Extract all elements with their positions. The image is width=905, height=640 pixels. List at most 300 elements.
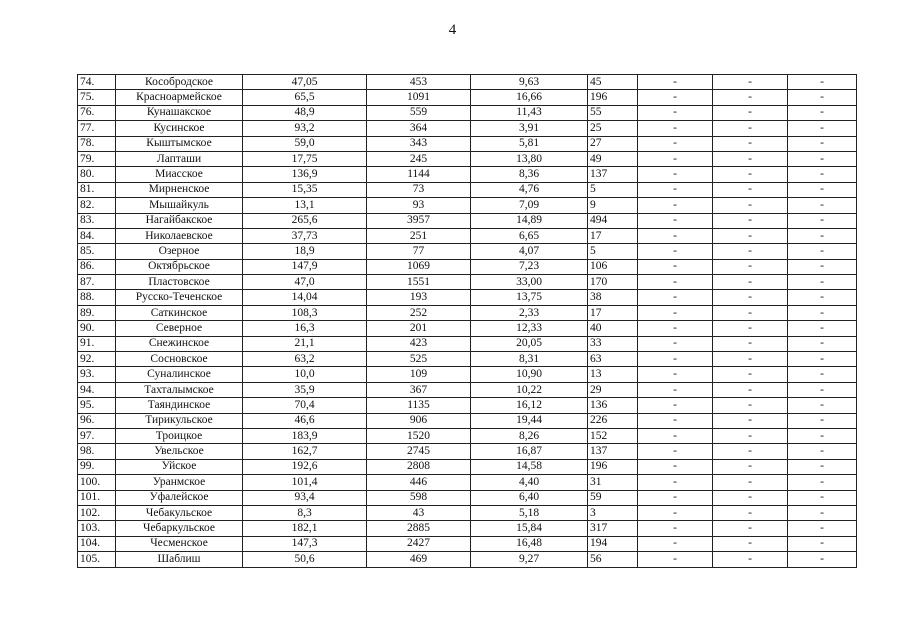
table-row [78,367,857,382]
density-cell: 5,81 [471,136,588,151]
table-row [78,290,857,305]
households-cell: 38 [588,290,638,305]
col-7-cell: - [638,490,713,505]
area-cell: 47,05 [243,75,367,90]
settlement-name-cell: Нагайбакское [116,213,243,228]
area-cell: 136,9 [243,167,367,182]
page-number: 4 [448,22,457,38]
col-7-cell: - [638,75,713,90]
col-8-cell: - [713,167,788,182]
settlement-name-cell: Таяндинское [116,398,243,413]
col-9-cell: - [788,244,857,259]
households-cell: 226 [588,413,638,428]
area-cell: 63,2 [243,352,367,367]
area-cell: 59,0 [243,136,367,151]
row-number-cell: 76. [78,105,116,120]
population-cell: 93 [367,198,471,213]
table-row [78,336,857,351]
table-row [78,167,857,182]
col-8-cell: - [713,475,788,490]
table-row [78,275,857,290]
settlement-name-cell: Миасское [116,167,243,182]
density-cell: 9,27 [471,552,588,567]
population-cell: 525 [367,352,471,367]
table-row [78,198,857,213]
households-cell: 317 [588,521,638,536]
col-8-cell: - [713,90,788,105]
col-7-cell: - [638,275,713,290]
area-cell: 15,35 [243,182,367,197]
density-cell: 19,44 [471,413,588,428]
table-row [78,398,857,413]
table-row [78,244,857,259]
col-7-cell: - [638,290,713,305]
col-9-cell: - [788,305,857,320]
col-9-cell: - [788,275,857,290]
row-number-cell: 92. [78,352,116,367]
density-cell: 10,22 [471,382,588,397]
col-7-cell: - [638,167,713,182]
households-cell: 137 [588,167,638,182]
table-row [78,321,857,336]
settlement-name-cell: Красноармейское [116,90,243,105]
table-row [78,505,857,520]
density-cell: 5,18 [471,505,588,520]
col-9-cell: - [788,290,857,305]
population-cell: 245 [367,151,471,166]
population-cell: 3957 [367,213,471,228]
settlement-name-cell: Саткинское [116,305,243,320]
col-9-cell: - [788,259,857,274]
density-cell: 16,66 [471,90,588,105]
col-9-cell: - [788,398,857,413]
households-cell: 137 [588,444,638,459]
settlement-name-cell: Мирненское [116,182,243,197]
row-number-cell: 101. [78,490,116,505]
population-cell: 201 [367,321,471,336]
table-row [78,136,857,151]
col-7-cell: - [638,136,713,151]
households-cell: 33 [588,336,638,351]
area-cell: 108,3 [243,305,367,320]
table-row [78,75,857,90]
table-row [78,444,857,459]
density-cell: 16,48 [471,536,588,551]
col-8-cell: - [713,136,788,151]
population-cell: 343 [367,136,471,151]
col-9-cell: - [788,475,857,490]
row-number-cell: 83. [78,213,116,228]
density-cell: 14,89 [471,213,588,228]
population-cell: 1091 [367,90,471,105]
col-8-cell: - [713,275,788,290]
row-number-cell: 79. [78,151,116,166]
col-9-cell: - [788,536,857,551]
settlement-name-cell: Кыштымское [116,136,243,151]
households-cell: 49 [588,151,638,166]
col-9-cell: - [788,352,857,367]
density-cell: 7,23 [471,259,588,274]
households-cell: 9 [588,198,638,213]
table-row [78,151,857,166]
population-cell: 251 [367,228,471,243]
row-number-cell: 99. [78,459,116,474]
area-cell: 101,4 [243,475,367,490]
col-9-cell: - [788,228,857,243]
area-cell: 48,9 [243,105,367,120]
row-number-cell: 88. [78,290,116,305]
table-row [78,228,857,243]
row-number-cell: 90. [78,321,116,336]
households-cell: 106 [588,259,638,274]
area-cell: 18,9 [243,244,367,259]
households-cell: 45 [588,75,638,90]
density-cell: 9,63 [471,75,588,90]
row-number-cell: 96. [78,413,116,428]
area-cell: 21,1 [243,336,367,351]
table-row [78,428,857,443]
col-7-cell: - [638,475,713,490]
table-row [78,552,857,567]
row-number-cell: 84. [78,228,116,243]
col-8-cell: - [713,398,788,413]
col-7-cell: - [638,382,713,397]
density-cell: 3,91 [471,121,588,136]
settlement-name-cell: Кусинское [116,121,243,136]
area-cell: 70,4 [243,398,367,413]
households-cell: 5 [588,182,638,197]
settlement-name-cell: Кунашакское [116,105,243,120]
col-9-cell: - [788,382,857,397]
row-number-cell: 80. [78,167,116,182]
households-cell: 59 [588,490,638,505]
settlement-name-cell: Русско-Теченское [116,290,243,305]
area-cell: 16,3 [243,321,367,336]
settlement-name-cell: Тахталымское [116,382,243,397]
table-row [78,213,857,228]
col-7-cell: - [638,536,713,551]
density-cell: 4,40 [471,475,588,490]
col-9-cell: - [788,505,857,520]
population-cell: 193 [367,290,471,305]
density-cell: 16,12 [471,398,588,413]
households-cell: 55 [588,105,638,120]
col-8-cell: - [713,367,788,382]
col-8-cell: - [713,552,788,567]
density-cell: 20,05 [471,336,588,351]
col-8-cell: - [713,321,788,336]
col-8-cell: - [713,536,788,551]
col-9-cell: - [788,521,857,536]
col-9-cell: - [788,213,857,228]
population-cell: 77 [367,244,471,259]
col-9-cell: - [788,75,857,90]
col-7-cell: - [638,552,713,567]
density-cell: 11,43 [471,105,588,120]
area-cell: 13,1 [243,198,367,213]
households-cell: 13 [588,367,638,382]
population-cell: 73 [367,182,471,197]
density-cell: 6,40 [471,490,588,505]
population-cell: 2427 [367,536,471,551]
population-cell: 109 [367,367,471,382]
col-9-cell: - [788,336,857,351]
population-cell: 1135 [367,398,471,413]
col-9-cell: - [788,198,857,213]
population-cell: 43 [367,505,471,520]
col-9-cell: - [788,444,857,459]
col-9-cell: - [788,90,857,105]
row-number-cell: 89. [78,305,116,320]
col-9-cell: - [788,151,857,166]
population-cell: 1144 [367,167,471,182]
col-7-cell: - [638,505,713,520]
population-cell: 423 [367,336,471,351]
density-cell: 16,87 [471,444,588,459]
col-7-cell: - [638,428,713,443]
col-7-cell: - [638,198,713,213]
col-8-cell: - [713,444,788,459]
col-7-cell: - [638,321,713,336]
density-cell: 12,33 [471,321,588,336]
row-number-cell: 81. [78,182,116,197]
table-row [78,305,857,320]
table-row [78,536,857,551]
settlement-name-cell: Северное [116,321,243,336]
col-7-cell: - [638,121,713,136]
households-cell: 136 [588,398,638,413]
col-7-cell: - [638,228,713,243]
density-cell: 15,84 [471,521,588,536]
col-9-cell: - [788,367,857,382]
table-row [78,382,857,397]
area-cell: 14,04 [243,290,367,305]
table-row [78,352,857,367]
col-8-cell: - [713,305,788,320]
households-cell: 17 [588,305,638,320]
col-7-cell: - [638,413,713,428]
population-cell: 367 [367,382,471,397]
table-row [78,182,857,197]
table-row [78,521,857,536]
row-number-cell: 93. [78,367,116,382]
row-number-cell: 91. [78,336,116,351]
settlement-name-cell: Николаевское [116,228,243,243]
area-cell: 93,4 [243,490,367,505]
population-cell: 1520 [367,428,471,443]
settlement-name-cell: Мышайкуль [116,198,243,213]
col-9-cell: - [788,459,857,474]
col-7-cell: - [638,213,713,228]
col-9-cell: - [788,136,857,151]
col-8-cell: - [713,352,788,367]
table-body [78,75,857,568]
households-cell: 40 [588,321,638,336]
table-row [78,475,857,490]
col-8-cell: - [713,505,788,520]
col-7-cell: - [638,182,713,197]
row-number-cell: 95. [78,398,116,413]
households-cell: 5 [588,244,638,259]
settlement-name-cell: Троицкое [116,428,243,443]
area-cell: 162,7 [243,444,367,459]
density-cell: 10,90 [471,367,588,382]
col-7-cell: - [638,336,713,351]
settlement-name-cell: Тирикульское [116,413,243,428]
households-cell: 63 [588,352,638,367]
area-cell: 8,3 [243,505,367,520]
density-cell: 13,75 [471,290,588,305]
col-8-cell: - [713,521,788,536]
row-number-cell: 82. [78,198,116,213]
households-cell: 56 [588,552,638,567]
households-cell: 194 [588,536,638,551]
area-cell: 47,0 [243,275,367,290]
col-7-cell: - [638,398,713,413]
col-8-cell: - [713,382,788,397]
row-number-cell: 103. [78,521,116,536]
density-cell: 2,33 [471,305,588,320]
settlement-name-cell: Увельское [116,444,243,459]
density-cell: 4,76 [471,182,588,197]
col-7-cell: - [638,151,713,166]
population-cell: 906 [367,413,471,428]
density-cell: 14,58 [471,459,588,474]
col-7-cell: - [638,367,713,382]
settlement-name-cell: Шаблиш [116,552,243,567]
col-7-cell: - [638,444,713,459]
col-9-cell: - [788,428,857,443]
col-9-cell: - [788,167,857,182]
row-number-cell: 100. [78,475,116,490]
area-cell: 147,9 [243,259,367,274]
col-8-cell: - [713,198,788,213]
area-cell: 183,9 [243,428,367,443]
col-8-cell: - [713,121,788,136]
row-number-cell: 86. [78,259,116,274]
settlement-name-cell: Чебакульское [116,505,243,520]
table-row [78,121,857,136]
col-8-cell: - [713,336,788,351]
row-number-cell: 74. [78,75,116,90]
settlement-name-cell: Уранмское [116,475,243,490]
row-number-cell: 102. [78,505,116,520]
population-cell: 598 [367,490,471,505]
area-cell: 50,6 [243,552,367,567]
settlement-name-cell: Кособродское [116,75,243,90]
density-cell: 7,09 [471,198,588,213]
settlement-name-cell: Октябрьское [116,259,243,274]
households-cell: 3 [588,505,638,520]
col-8-cell: - [713,259,788,274]
col-8-cell: - [713,213,788,228]
density-cell: 8,31 [471,352,588,367]
col-8-cell: - [713,244,788,259]
households-cell: 29 [588,382,638,397]
col-8-cell: - [713,105,788,120]
density-cell: 13,80 [471,151,588,166]
col-8-cell: - [713,490,788,505]
table-row [78,490,857,505]
density-cell: 6,65 [471,228,588,243]
population-cell: 559 [367,105,471,120]
col-9-cell: - [788,413,857,428]
col-8-cell: - [713,228,788,243]
households-cell: 170 [588,275,638,290]
settlement-name-cell: Уфалейское [116,490,243,505]
density-cell: 8,36 [471,167,588,182]
table-row [78,259,857,274]
col-7-cell: - [638,259,713,274]
area-cell: 192,6 [243,459,367,474]
density-cell: 4,07 [471,244,588,259]
area-cell: 35,9 [243,382,367,397]
population-cell: 2885 [367,521,471,536]
population-cell: 453 [367,75,471,90]
col-7-cell: - [638,352,713,367]
area-cell: 182,1 [243,521,367,536]
settlement-name-cell: Сосновское [116,352,243,367]
population-cell: 1069 [367,259,471,274]
households-cell: 25 [588,121,638,136]
col-7-cell: - [638,521,713,536]
area-cell: 46,6 [243,413,367,428]
col-7-cell: - [638,105,713,120]
col-9-cell: - [788,321,857,336]
col-8-cell: - [713,290,788,305]
col-8-cell: - [713,413,788,428]
settlement-name-cell: Чесменское [116,536,243,551]
row-number-cell: 97. [78,428,116,443]
col-8-cell: - [713,459,788,474]
households-cell: 494 [588,213,638,228]
households-cell: 152 [588,428,638,443]
area-cell: 265,6 [243,213,367,228]
area-cell: 10,0 [243,367,367,382]
settlement-name-cell: Уйское [116,459,243,474]
population-cell: 1551 [367,275,471,290]
row-number-cell: 94. [78,382,116,397]
col-8-cell: - [713,428,788,443]
col-9-cell: - [788,552,857,567]
data-table [77,74,857,568]
col-9-cell: - [788,490,857,505]
settlement-name-cell: Пластовское [116,275,243,290]
table-row [78,105,857,120]
population-cell: 364 [367,121,471,136]
row-number-cell: 98. [78,444,116,459]
area-cell: 17,75 [243,151,367,166]
row-number-cell: 78. [78,136,116,151]
row-number-cell: 75. [78,90,116,105]
row-number-cell: 105. [78,552,116,567]
settlement-name-cell: Снежинское [116,336,243,351]
table-row [78,90,857,105]
area-cell: 93,2 [243,121,367,136]
area-cell: 147,3 [243,536,367,551]
col-7-cell: - [638,459,713,474]
row-number-cell: 87. [78,275,116,290]
population-cell: 252 [367,305,471,320]
table-row [78,413,857,428]
col-8-cell: - [713,151,788,166]
area-cell: 65,5 [243,90,367,105]
households-cell: 31 [588,475,638,490]
col-8-cell: - [713,75,788,90]
row-number-cell: 85. [78,244,116,259]
settlement-name-cell: Лапташи [116,151,243,166]
col-7-cell: - [638,244,713,259]
